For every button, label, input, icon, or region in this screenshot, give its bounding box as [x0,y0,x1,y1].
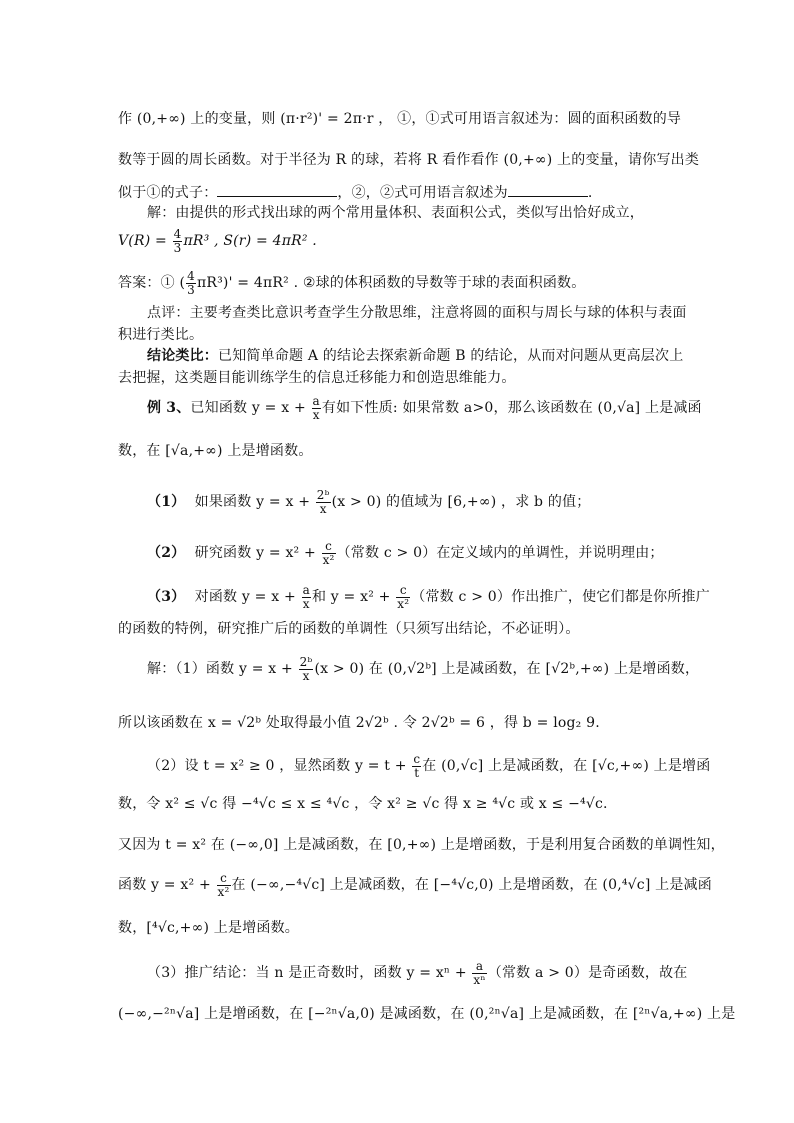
example-label: 例 3、 [147,400,191,416]
fraction: $\frac{a}{x}$ [302,582,310,611]
text-line: 点评：主要考查类比意识考查学生分散思维，注意将圆的面积与周长与球的体积与表面 [147,305,687,321]
fraction: $\frac{c}{\text{x²}}$ [217,870,230,899]
text-run: 如果函数 y = x + [194,494,315,510]
text-run: （3）推广结论：当 n 是正奇数时，函数 y = xⁿ + [147,965,472,981]
text-run: 答案：① ( [118,275,186,291]
solution-line [147,750,711,782]
text-line: 的函数的特例，研究推广后的函数的单调性（只须写出结论，不必证明）。 [118,621,580,637]
text-line: 又因为 t = x² 在 (−∞,0] 上是减函数，在 [0,+∞) 上是增函数，于是利用复合函数的单调性知， [118,837,725,853]
text-run: （常数 a > 0）是奇函数，故在 [487,965,688,981]
formula-line [118,225,678,257]
subquestion-2 [147,537,707,569]
text-run: 解：（1）函数 y = x + [147,661,298,677]
text-line: 数，[⁴√c,+∞) 上是增函数。 [118,920,299,936]
text-line [147,347,707,365]
text-run: 对函数 y = x + [194,589,301,605]
text-line [118,184,678,202]
solution-line [147,653,707,685]
text-run: ，②，②式可用语言叙述为 [337,185,508,201]
fraction: $\frac{\text{2ᵇ}}{x}$ [299,654,313,683]
text-line: 作 (0,+∞) 上的变量，则 (π·r²)' = 2π·r ， ①，①式可用语言叙述为：圆的面积函数的导 [118,111,682,127]
fill-blank-2 [508,184,588,197]
text-run: (x > 0) 的值域为 [6,+∞) ，求 b 的值； [331,494,591,510]
item-number: （1） [147,494,186,510]
text-line: (−∞,−²ⁿ√a] 上是增函数，在 [−²ⁿ√a,0) 是减函数，在 (0,²ⁿ√a] 上是减函数，在 [²ⁿ√a,+∞) 上是 [118,1006,736,1022]
text-line: 积进行类比。 [118,327,204,343]
text-run: (x > 0) 在 (0,√2ᵇ] 上是减函数，在 [√2ᵇ,+∞) 上是增函数， [314,661,700,677]
fraction: $\frac{c}{\text{x²}}$ [397,582,410,611]
text-run: 研究函数 y = x² + [194,545,321,561]
text-run: （常数 c > 0）在定义域内的单调性，并说明理由； [336,545,664,561]
answer-line [118,267,678,299]
subquestion-1 [147,486,707,518]
text-line: 解：由提供的形式找出球的两个常用量体积、表面积公式，类似写出恰好成立， [147,205,644,221]
text-run: . [587,185,593,201]
text-run: （常数 c > 0）作出推广，使它们都是你所推广 [411,589,710,605]
example-line [147,392,707,424]
fraction: $\frac{\text{2ᵇ}}{x}$ [316,487,330,516]
text-line: 数，在 [√a,+∞) 上是增函数。 [118,443,313,459]
subquestion-3 [147,581,710,613]
text-run: 有如下性质: 如果常数 a>0，那么该函数在 (0,√a] 上是减函 [321,400,702,416]
text-line: 数等于圆的周长函数。对于半径为 R 的球，若将 R 看作看作 (0,+∞) 上的变量，请你写出类 [118,152,700,168]
text-run: 在 (0,√c] 上是减函数，在 [√c,+∞) 上是增函 [422,758,711,774]
text-run: 似于①的式子： [118,185,218,201]
text-line: 数，令 x² ≤ √c 得 −⁴√c ≤ x ≤ ⁴√c ，令 x² ≥ √c 得 x ≥ ⁴√c 或 x ≤ −⁴√c. [118,796,608,812]
fraction: $\frac{4}{3}$ [173,226,182,255]
text-line: 所以该函数在 x = √2ᵇ 处取得最小值 2√2ᵇ . 令 2√2ᵇ = 6 ，得 b = log₂ 9. [118,715,600,731]
item-number: （3） [147,589,186,605]
formula-text: πR³ , S(r) = 4πR² . [183,233,317,249]
fraction: $\frac{4}{3}$ [187,268,195,297]
text-run: 已知函数 y = x + [190,400,311,416]
text-run: 函数 y = x² + [118,877,216,893]
text-line: 去把握，这类题目能训练学生的信息迁移能力和创造思维能力。 [118,370,516,386]
fraction: $\frac{a}{\text{xⁿ}}$ [473,958,486,987]
text-run: 已知简单命题 A 的结论去探索新命题 B 的结论，从而对问题从更高层次上 [218,348,684,364]
fill-blank-1 [217,184,337,197]
solution-line [147,957,707,989]
section-heading: 结论类比： [147,348,218,364]
text-run: 和 y = x² + [311,589,396,605]
text-run: （2）设 t = x² ≥ 0 ，显然函数 y = t + [147,758,412,774]
text-run: πR³)' = 4πR² . ②球的体积函数的导数等于球的表面积函数。 [196,275,586,291]
fraction: $\frac{a}{x}$ [312,393,320,422]
fraction: $\frac{c}{\text{x²}}$ [322,538,335,567]
formula-text: V(R) = [118,233,172,249]
solution-line [118,869,712,901]
text-run: 在 (−∞,−⁴√c] 上是减函数，在 [−⁴√c,0) 上是增函数，在 (0,⁴√c] 上是减函 [231,877,712,893]
item-number: （2） [147,545,186,561]
fraction: $\frac{c}{t}$ [413,751,421,780]
